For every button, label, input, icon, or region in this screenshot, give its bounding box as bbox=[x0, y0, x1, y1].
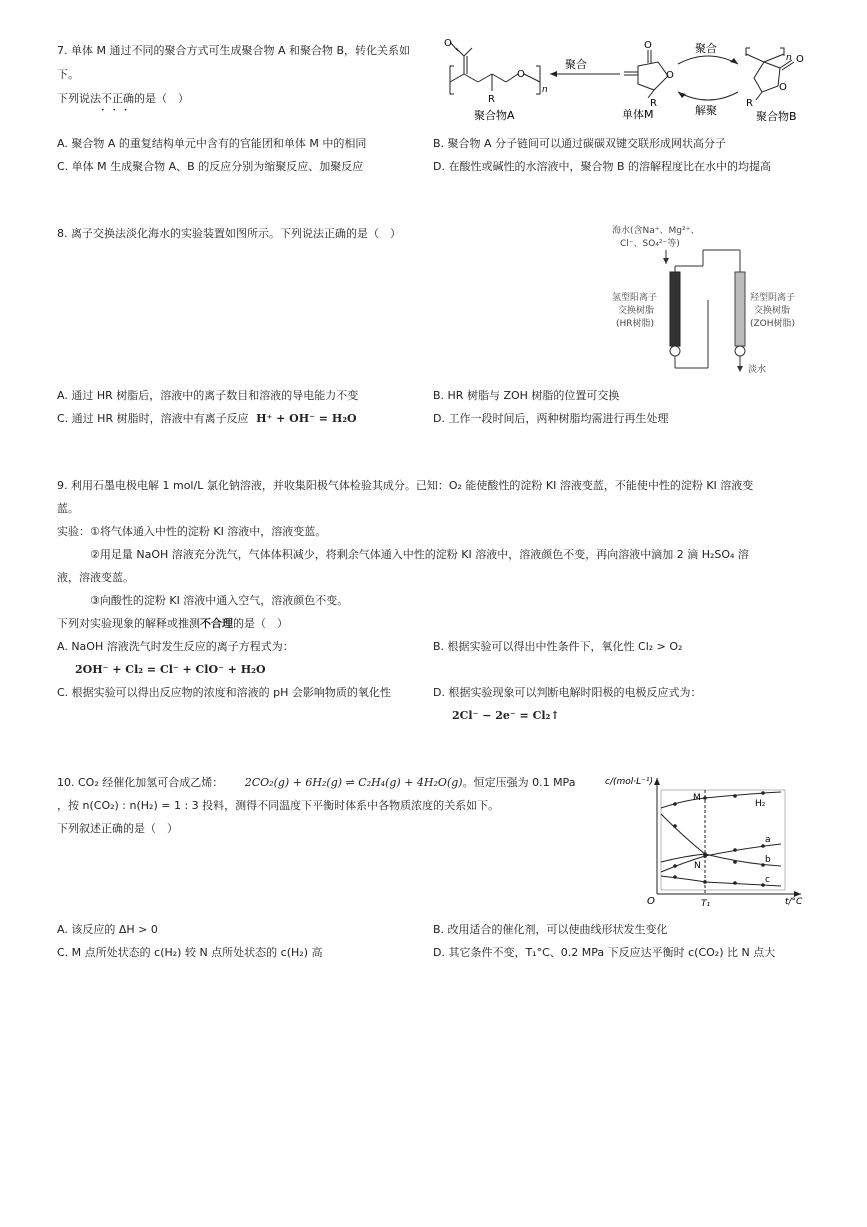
q10-stem-line3: 下列叙述正确的是（ ） bbox=[57, 822, 178, 835]
q7-label-monomer-m: 单体M bbox=[622, 108, 654, 121]
q8-zoh-label2: 交换树脂 bbox=[754, 306, 791, 316]
q7-m-r: R bbox=[650, 98, 657, 109]
q9-question-emphasis: 不合理 bbox=[200, 617, 233, 630]
q7-label-poly-left: 聚合 bbox=[565, 58, 587, 71]
q7-polymer-figure bbox=[440, 36, 820, 128]
q10-xlabel: t/°C bbox=[785, 897, 803, 907]
q9-question-prefix: 下列对实验现象的解释或推测 bbox=[57, 617, 200, 630]
q8-apparatus-figure bbox=[598, 220, 823, 380]
q7-question-prefix: 下列说法 bbox=[57, 92, 101, 105]
q10-stem-line2: ，按 n(CO₂) : n(H₂) = 1 : 3 投料，测得不同温度下平衡时体系中各物质浓度的关系如下。 bbox=[57, 799, 500, 812]
q8-option-d: D. 工作一段时间后，两种树脂均需进行再生处理 bbox=[433, 412, 669, 425]
q7-stem-line1: 7. 单体 M 通过不同的聚合方式可生成聚合物 A 和聚合物 B，转化关系如 bbox=[57, 44, 411, 57]
q9-option-d: D. 根据实验现象可以判断电解时阳极的电极反应式为： bbox=[433, 686, 702, 699]
q7-stem-line2: 下。 bbox=[57, 68, 79, 81]
q7-question bbox=[57, 91, 189, 107]
q9-experiment-1: 实验：①将气体通入中性的淀粉 KI 溶液中，溶液变蓝。 bbox=[57, 525, 327, 538]
arrow-head-a bbox=[550, 71, 557, 77]
ring-b bbox=[754, 62, 780, 92]
q10-label-b: b bbox=[765, 855, 771, 865]
q9-option-a-equation: 2OH⁻ + Cl₂ = Cl⁻ + ClO⁻ + H₂O bbox=[75, 663, 266, 676]
q8-option-b: B. HR 树脂与 ZOH 树脂的位置可交换 bbox=[433, 389, 620, 402]
q7-question-suffix: 的是（ ） bbox=[134, 92, 189, 105]
arrow-depoly bbox=[678, 92, 738, 100]
q8-seawater-line2: Cl⁻、SO₄²⁻等) bbox=[620, 239, 680, 249]
q10-ylabel: c/(mol·L⁻¹) bbox=[605, 777, 654, 787]
hr-column bbox=[670, 272, 680, 346]
arrow-poly-right bbox=[678, 56, 738, 64]
q10-option-d: D. 其它条件不变，T₁°C、0.2 MPa 下反应达平衡时 c(CO₂) 比 N 点大 bbox=[433, 946, 776, 959]
q10-point-m: M bbox=[693, 793, 701, 803]
q8-zoh-label3: (ZOH树脂) bbox=[750, 319, 796, 329]
q7-option-a: A. 聚合物 A 的重复结构单元中含有的官能团和单体 M 中的相同 bbox=[57, 137, 367, 150]
q9-experiment-3: ③向酸性的淀粉 KI 溶液中通入空气，溶液颜色不变。 bbox=[90, 594, 349, 607]
q9-experiment-2b: 液，溶液变蓝。 bbox=[57, 571, 134, 584]
q10-t1-tick: T₁ bbox=[701, 899, 711, 909]
hr-valve bbox=[670, 346, 680, 356]
q10-stem-line1 bbox=[57, 775, 575, 791]
q8-fresh-water: 淡水 bbox=[748, 365, 767, 375]
q7-a-r: R bbox=[488, 94, 495, 105]
q8-zoh-label1: 羟型阴离子 bbox=[750, 293, 796, 303]
q8-hr-label1: 氢型阳离子 bbox=[612, 293, 658, 303]
q8-option-c bbox=[57, 411, 357, 427]
q9-option-b: B. 根据实验可以得出中性条件下，氧化性 Cl₂ > O₂ bbox=[433, 640, 683, 653]
q9-option-d-equation: 2Cl⁻ − 2e⁻ = Cl₂↑ bbox=[452, 709, 560, 722]
q7-label-depoly: 解聚 bbox=[695, 104, 717, 117]
q10-option-c: C. M 点所处状态的 c(H₂) 较 N 点所处状态的 c(H₂) 高 bbox=[57, 946, 323, 959]
q10-stem-prefix: 10. CO₂ 经催化加氢可合成乙烯： bbox=[57, 776, 224, 789]
q8-hr-label3: (HR树脂) bbox=[616, 319, 655, 329]
q10-concentration-figure bbox=[605, 770, 815, 910]
q8-seawater-line1: 海水(含Na⁺、Mg²⁺、 bbox=[612, 226, 700, 236]
q7-b-r: R bbox=[746, 98, 753, 109]
q10-point-n: N bbox=[694, 861, 701, 871]
q8-stem: 8. 离子交换法淡化海水的实验装置如图所示。下列说法正确的是（ ） bbox=[57, 227, 401, 240]
q7-option-d: D. 在酸性或碱性的水溶液中，聚合物 B 的溶解程度比在水中的均提高 bbox=[433, 160, 772, 173]
q7-b-n: n bbox=[786, 53, 792, 63]
q7-label-polymer-a: 聚合物A bbox=[474, 109, 515, 122]
q9-option-c: C. 根据实验可以得出反应物的浓度和溶液的 pH 会影响物质的氧化性 bbox=[57, 686, 391, 699]
q9-question-suffix: 的是（ ） bbox=[233, 617, 288, 630]
q7-a-o2: O bbox=[517, 69, 525, 80]
q9-stem-line2: 蓝。 bbox=[57, 502, 79, 515]
q10-option-a: A. 该反应的 ΔH > 0 bbox=[57, 923, 158, 936]
q9-stem-line1: 9. 利用石墨电极电解 1 mol/L 氯化钠溶液，并收集阳极气体检验其成分。已知：O₂ 能使酸性的淀粉 KI 溶液变蓝，不能使中性的淀粉 KI 溶液变 bbox=[57, 479, 754, 492]
q7-m-o2: O bbox=[666, 70, 674, 81]
q7-option-b: B. 聚合物 A 分子链间可以通过碳碳双键交联形成网状高分子 bbox=[433, 137, 727, 150]
q10-reaction-equation: 2CO₂(g) + 6H₂(g) ⇌ C₂H₄(g) + 4H₂O(g) bbox=[244, 776, 463, 789]
ring-m bbox=[638, 62, 668, 90]
q9-option-a: A. NaOH 溶液洗气时发生反应的离子方程式为： bbox=[57, 640, 294, 653]
q7-b-o2: O bbox=[779, 82, 787, 93]
q7-b-o1: O bbox=[796, 54, 804, 65]
zoh-column bbox=[735, 272, 745, 346]
q8-option-c-text: C. 通过 HR 树脂时，溶液中有离子反应 bbox=[57, 412, 249, 425]
q7-label-poly-right: 聚合 bbox=[695, 42, 717, 55]
q8-option-a: A. 通过 HR 树脂后，溶液中的离子数目和溶液的导电能力不变 bbox=[57, 389, 359, 402]
q7-option-c: C. 单体 M 生成聚合物 A、B 的反应分别为缩聚反应、加聚反应 bbox=[57, 160, 364, 173]
q9-question bbox=[57, 616, 288, 632]
q7-m-o1: O bbox=[644, 40, 652, 51]
q10-label-h2: H₂ bbox=[755, 799, 766, 809]
q7-question-emphasis: 不正确 • • • bbox=[101, 92, 134, 105]
q7-label-polymer-b: 聚合物B bbox=[756, 110, 797, 123]
q9-experiment-2a: ②用足量 NaOH 溶液充分洗气，气体体积减少，将剩余气体通入中性的淀粉 KI 溶液中，溶液颜色不变，再向溶液中滴加 2 滴 H₂SO₄ 溶 bbox=[90, 548, 749, 561]
q10-stem-pressure: 。恒定压强为 0.1 MPa bbox=[462, 776, 576, 789]
q7-a-n: n bbox=[542, 85, 548, 95]
q10-origin: O bbox=[647, 896, 655, 907]
q7-a-o1: O bbox=[444, 38, 452, 49]
q8-hr-label2: 交换树脂 bbox=[618, 306, 655, 316]
q10-label-c: c bbox=[765, 875, 770, 885]
q8-option-c-equation: H⁺ + OH⁻ = H₂O bbox=[256, 412, 357, 425]
q10-label-a: a bbox=[765, 835, 771, 845]
zoh-valve bbox=[735, 346, 745, 356]
q10-option-b: B. 改用适合的催化剂，可以使曲线形状发生变化 bbox=[433, 923, 668, 936]
